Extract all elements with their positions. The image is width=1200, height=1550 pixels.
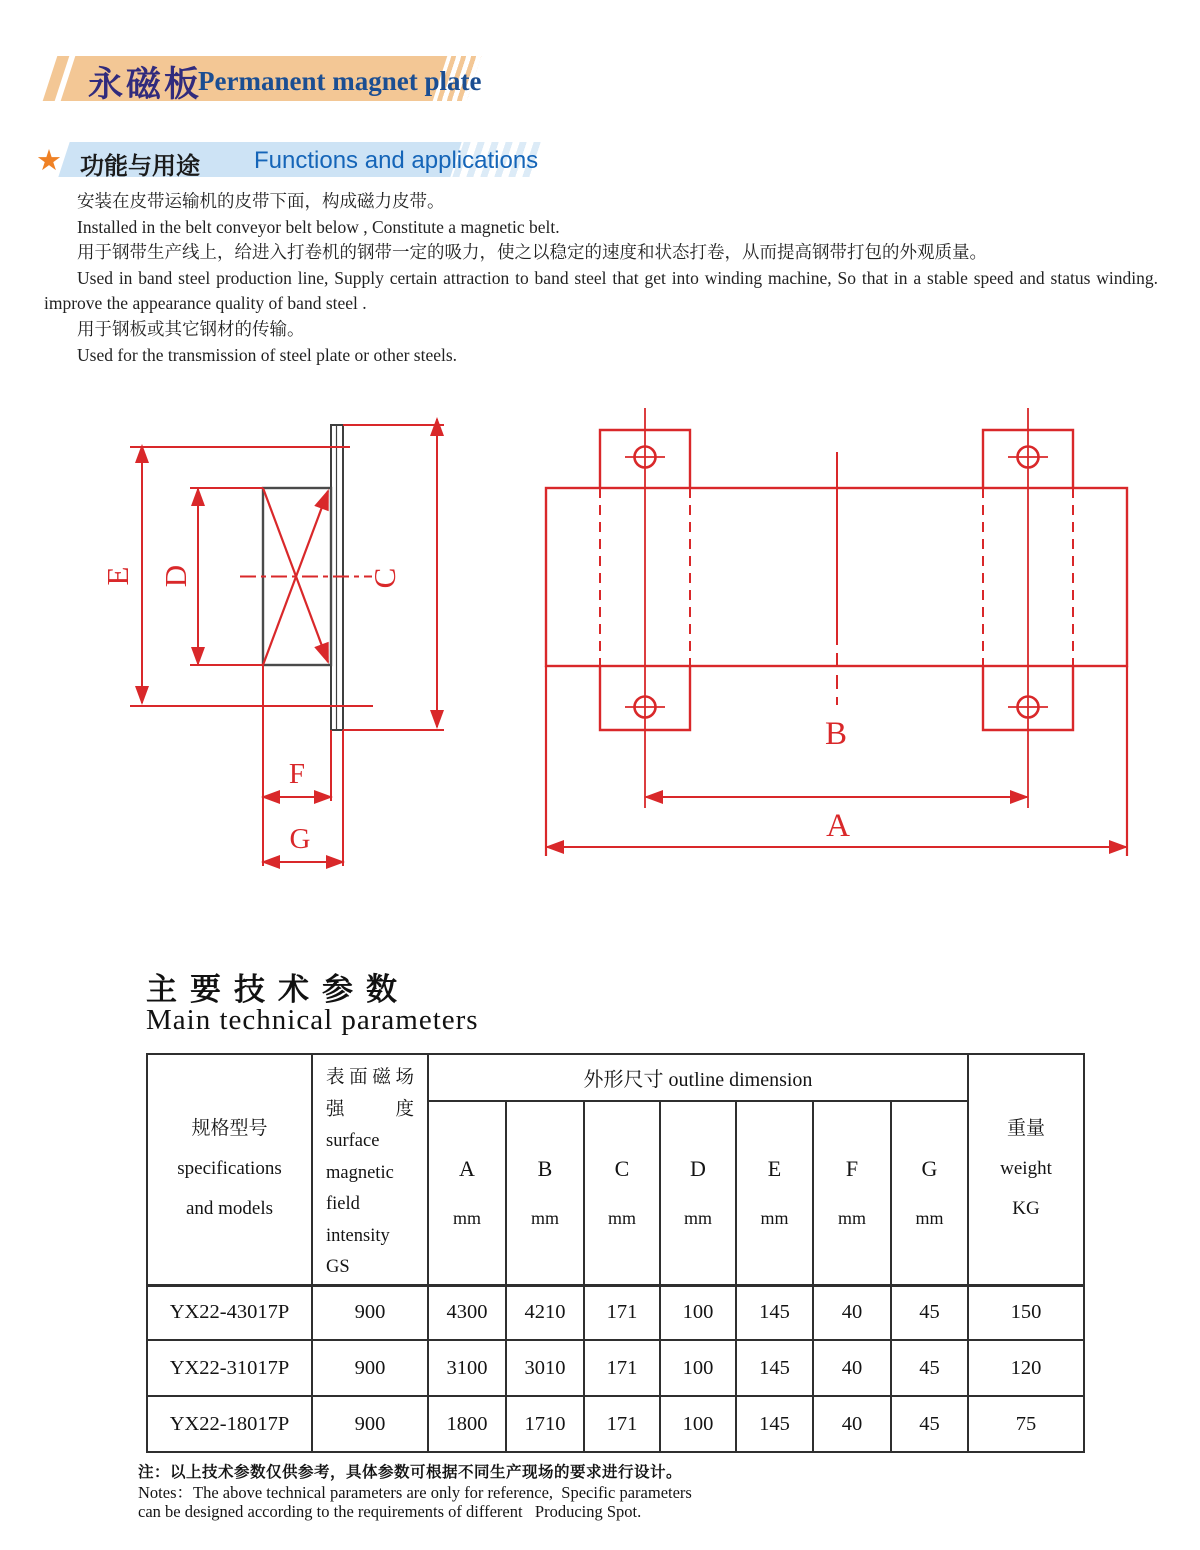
table-row [147, 1285, 1084, 1340]
header-outline-dimension: 外形尺寸 outline dimension [428, 1054, 968, 1101]
cell-g: 45 [891, 1285, 968, 1340]
cell-c: 171 [584, 1285, 660, 1340]
star-icon: ★ [36, 143, 62, 177]
dimension-label-A: A [826, 808, 850, 844]
header-dim-A: A mm [428, 1101, 506, 1285]
cell-g: 45 [891, 1396, 968, 1452]
paragraph-line: Used in band steel production line, Supply certain attraction to band steel that get into winding machine, So that in a stable speed and status winding. [77, 267, 1158, 288]
paragraph-line: 安装在皮带运输机的皮带下面，构成磁力皮带。 [77, 191, 445, 211]
header-spec-zh: 规格型号 [191, 1118, 268, 1140]
header-weight-en2: KG [1012, 1198, 1040, 1220]
header-dim-F: F mm [813, 1101, 891, 1285]
header-weight-en1: weight [1000, 1158, 1052, 1180]
cell-d: 100 [660, 1340, 736, 1396]
header-gs-en1: surface [326, 1131, 380, 1151]
table-row [147, 1340, 1084, 1396]
functions-paragraphs [44, 189, 1158, 368]
cell-a: 1800 [428, 1396, 506, 1452]
cell-d: 100 [660, 1285, 736, 1340]
cell-f: 40 [813, 1396, 891, 1452]
cell-model: YX22-18017P [147, 1396, 312, 1452]
parameters-heading-en: Main technical parameters [146, 1004, 479, 1036]
cell-b: 3010 [506, 1340, 584, 1396]
cell-a: 4300 [428, 1285, 506, 1340]
cell-b: 1710 [506, 1396, 584, 1452]
cell-model: YX22-43017P [147, 1285, 312, 1340]
cell-g: 45 [891, 1340, 968, 1396]
header-gs-en4: intensity [326, 1225, 390, 1246]
dimension-label-F: F [288, 758, 306, 790]
parameters-heading-zh: 主要技术参数 [146, 972, 410, 1007]
cell-e: 145 [736, 1285, 813, 1340]
cell-gs: 900 [312, 1396, 428, 1452]
notes-block [138, 1463, 692, 1521]
cell-weight: 150 [968, 1285, 1084, 1340]
dimension-label-C: C [367, 567, 402, 589]
header-specifications [147, 1054, 312, 1285]
page-title-en: Permanent magnet plate [198, 66, 482, 96]
paragraph-line: Used for the transmission of steel plate or other steels. [77, 344, 458, 365]
header-gs-en3: field [326, 1194, 360, 1214]
cell-model: YX22-31017P [147, 1340, 312, 1396]
paragraph-line: 用于钢板或其它钢材的传输。 [77, 318, 305, 339]
header-gs-en2: magnetic [326, 1162, 394, 1183]
header-surface-field [312, 1054, 428, 1285]
cell-a: 3100 [428, 1340, 506, 1396]
header-dim-G: G mm [891, 1101, 968, 1285]
section-title-en: Functions and applications [254, 147, 539, 174]
cell-e: 145 [736, 1396, 813, 1452]
cell-f: 40 [813, 1285, 891, 1340]
parameters-table [146, 1053, 1085, 1453]
note-line-en1: Notes：The above technical parameters are only for reference, Specific parameters [138, 1483, 692, 1502]
cell-b: 4210 [506, 1285, 584, 1340]
side-view-drawing [100, 400, 460, 880]
header-dim-D: D mm [660, 1101, 736, 1285]
section-title-zh: 功能与用途 [80, 153, 200, 180]
dimension-label-B: B [824, 716, 848, 752]
table-row [147, 1396, 1084, 1452]
top-view-drawing [540, 400, 1140, 880]
cell-weight: 75 [968, 1396, 1084, 1452]
paragraph-line: Installed in the belt conveyor belt below , Constitute a magnetic belt. [77, 216, 560, 237]
cell-gs: 900 [312, 1340, 428, 1396]
cell-e: 145 [736, 1340, 813, 1396]
cell-c: 171 [584, 1396, 660, 1452]
cell-gs: 900 [312, 1285, 428, 1340]
page-title-zh: 永磁板 [88, 65, 203, 104]
cell-d: 100 [660, 1396, 736, 1452]
header-weight-zh: 重量 [1006, 1118, 1045, 1140]
paragraph-line: 用于钢带生产线上，给进入打卷机的钢带一定的吸力，使之以稳定的速度和状态打卷，从而提高钢带打包的外观质量。 [77, 242, 987, 263]
header-dim-C: C mm [584, 1101, 660, 1285]
dimension-label-E: E [100, 566, 135, 586]
cell-c: 171 [584, 1340, 660, 1396]
header-spec-en1: specifications [177, 1158, 282, 1180]
header-weight [968, 1054, 1084, 1285]
cell-f: 40 [813, 1340, 891, 1396]
dimension-label-G: G [289, 823, 311, 855]
note-line-zh: 注：以上技术参数仅供参考，具体参数可根据不同生产现场的要求进行设计。 [138, 1464, 683, 1481]
dimension-label-D: D [158, 564, 193, 588]
note-line-en2: can be designed according to the requirements of different Producing Spot. [138, 1502, 642, 1521]
header-gs-zh2: 强 度 [326, 1099, 414, 1120]
header-gs-zh1: 表面磁场 [326, 1068, 414, 1088]
cell-weight: 120 [968, 1340, 1084, 1396]
paragraph-line: improve the appearance quality of band steel . [44, 293, 367, 314]
header-spec-en2: and models [185, 1198, 274, 1220]
header-dim-B: B mm [506, 1101, 584, 1285]
header-gs-en5: GS [326, 1257, 350, 1277]
header-dim-E: E mm [736, 1101, 813, 1285]
